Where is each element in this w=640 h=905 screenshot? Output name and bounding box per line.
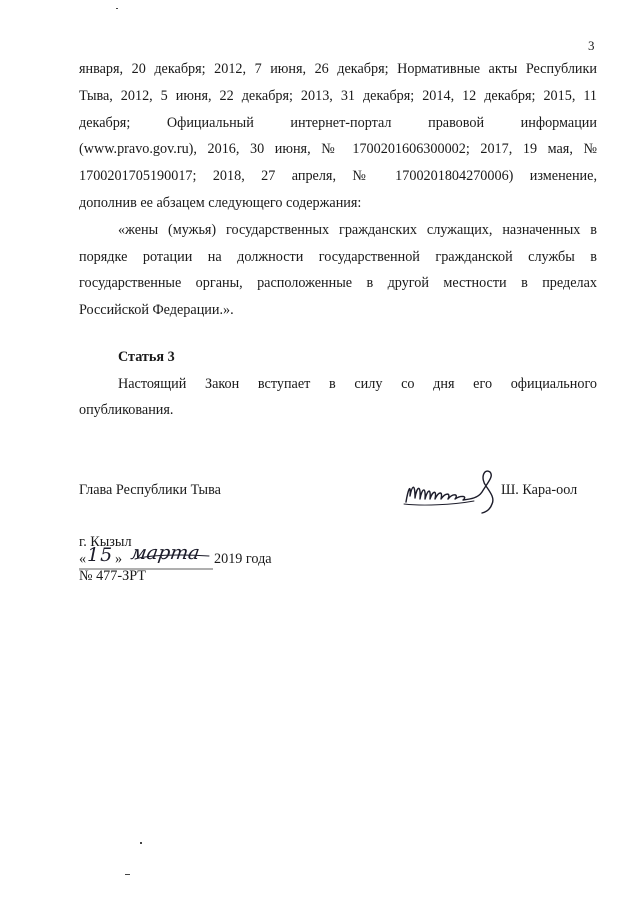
- paragraph-line: 1700201705190017; 2018, 27 апреля, № 1700201804270006) изменение,: [79, 168, 597, 184]
- scan-speck: [116, 8, 118, 9]
- signatory-title: Глава Республики Тыва: [79, 482, 221, 498]
- quote-line: государственные органы, расположенные в другой местности в пределах: [79, 275, 597, 291]
- quote-line: порядке ротации на должности государственной гражданской службы в: [79, 249, 597, 265]
- paragraph-line: (www.pravo.gov.ru), 2016, 30 июня, № 1700201606300002; 2017, 19 мая, №: [79, 141, 597, 157]
- scan-speck: [125, 874, 130, 875]
- handwritten-month: марта: [129, 542, 202, 564]
- article-line: Настоящий Закон вступает в силу со дня его официального: [118, 376, 597, 392]
- paragraph-line: декабря; Официальный интернет-портал правовой информации: [79, 115, 597, 131]
- page-number: 3: [588, 38, 595, 53]
- quote-line: Российской Федерации.».: [79, 302, 234, 318]
- date-open-quote: «: [79, 551, 87, 567]
- paragraph-line: дополнив ее абзацем следующего содержания:: [79, 195, 362, 211]
- handwritten-signature: [402, 468, 502, 516]
- law-number: № 477-ЗРТ: [79, 568, 146, 584]
- signatory-name: Ш. Кара-оол: [501, 482, 578, 498]
- quote-line: «жены (мужья) государственных гражданских служащих, назначенных в: [118, 222, 597, 238]
- paragraph-line: Тыва, 2012, 5 июня, 22 декабря; 2013, 31 декабря; 2014, 12 декабря; 2015, 11: [79, 88, 597, 104]
- city-label: г. Кызыл: [79, 534, 132, 550]
- handwritten-day: 15: [87, 544, 114, 566]
- scan-speck: [140, 842, 142, 844]
- article-heading: Статья 3: [118, 349, 175, 365]
- paragraph-line: января, 20 декабря; 2012, 7 июня, 26 декабря; Нормативные акты Республики: [79, 61, 597, 77]
- article-line: опубликования.: [79, 402, 174, 418]
- date-close-quote: »: [115, 551, 123, 567]
- date-year: 2019 года: [214, 551, 272, 567]
